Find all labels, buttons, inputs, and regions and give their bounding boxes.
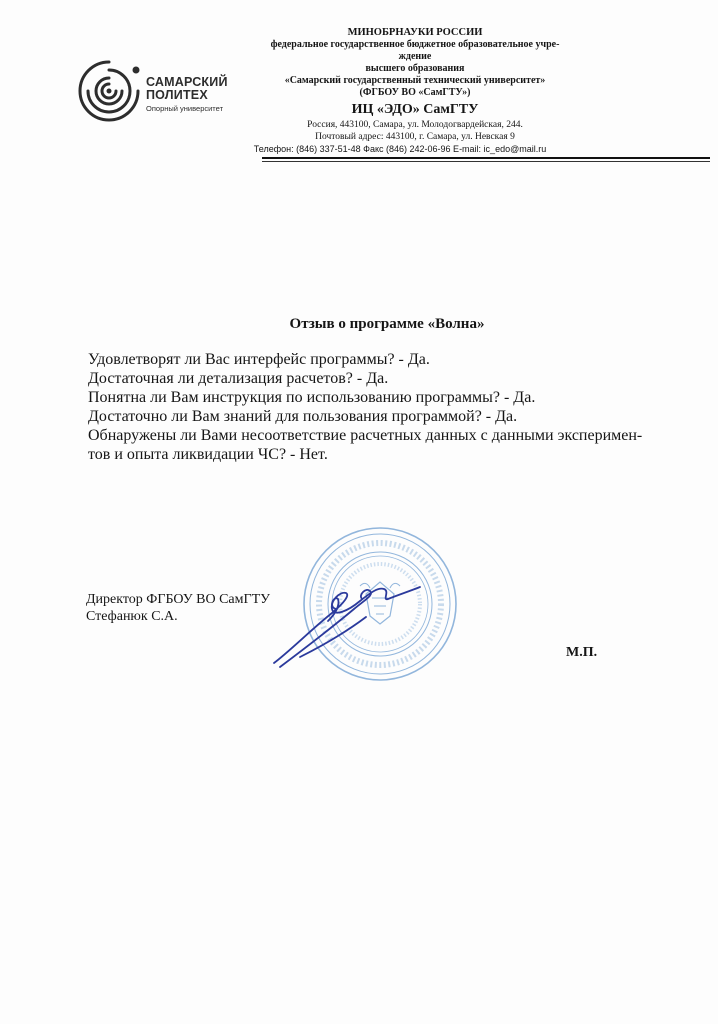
signatory-position: Директор ФГБОУ ВО СамГТУ: [86, 592, 271, 607]
body-line: Удовлетворят ли Вас интерфейс программы? - Да.: [88, 351, 430, 368]
signatory-name: Стефанюк С.А.: [86, 609, 178, 624]
university-logo: [74, 56, 234, 126]
handwritten-signature-icon: [270, 565, 430, 675]
contacts: Телефон: (846) 337-51-48 Факс (846) 242-06-96 E-mail: ic_edo@mail.ru: [253, 144, 547, 154]
body-line: Достаточная ли детализация расчетов? - Да.: [88, 370, 389, 387]
center-name: ИЦ «ЭДО» СамГТУ: [351, 102, 479, 117]
address: Россия, 443100, Самара, ул. Молодогвардейская, 244.: [307, 120, 523, 130]
body-line: Понятна ли Вам инструкция по использованию программы? - Да.: [88, 389, 536, 406]
university-name: «Самарский государственный технический университет»: [284, 75, 546, 86]
body-line: тов и опыта ликвидации ЧС? - Нет.: [88, 446, 328, 463]
org-type-line3: высшего образования: [365, 63, 465, 74]
logo-name-line1: САМАРСКИЙ: [146, 75, 228, 89]
org-type-line2: ждение: [398, 51, 432, 62]
header-divider-thin: [262, 161, 710, 162]
signatory-block: [86, 591, 270, 625]
logo-text: [146, 76, 228, 114]
postal-address: Почтовый адрес: 443100, г. Самара, ул. Невская 9: [315, 132, 515, 142]
document-body: [88, 350, 698, 464]
body-line: Обнаружены ли Вами несоответствие расчетных данных с данными эксперимен-: [88, 427, 643, 444]
seal-place-mark: М.П.: [566, 645, 598, 660]
university-abbr: (ФГБОУ ВО «СамГТУ»): [359, 87, 471, 98]
body-line: Достаточно ли Вам знаний для пользования программой? - Да.: [88, 408, 518, 425]
logo-name-line2: ПОЛИТЕХ: [146, 88, 208, 102]
document-title: Отзыв о программе «Волна»: [289, 316, 485, 332]
header-divider: [262, 157, 710, 159]
ministry-name: МИНОБРНАУКИ РОССИИ: [347, 27, 483, 38]
org-type-line1: федеральное государственное бюджетное образовательное учре-: [270, 39, 560, 50]
letterhead: [250, 27, 580, 155]
logo-subtitle: Опорный университет: [146, 104, 224, 113]
logo-emblem-icon: [74, 56, 144, 126]
